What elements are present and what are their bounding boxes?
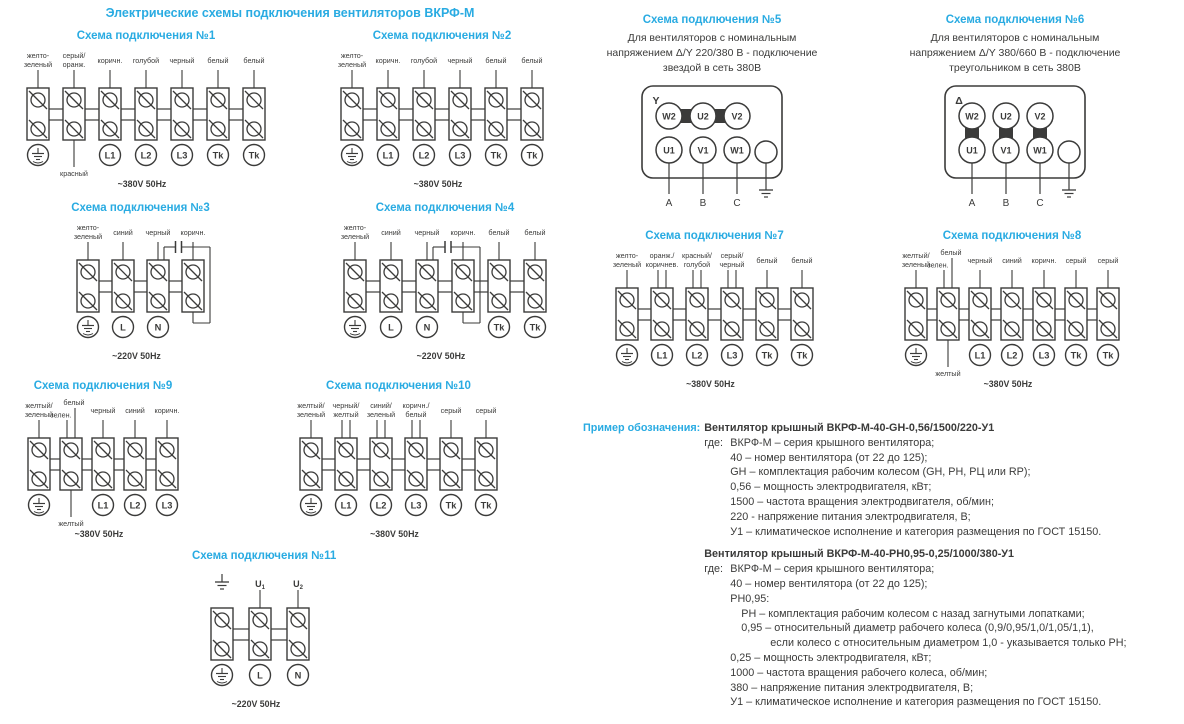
wire-label: коричн. — [450, 228, 476, 237]
wire-label: коричн. — [1031, 256, 1057, 265]
terminal-designation: Tk — [248, 150, 260, 161]
terminal-block — [415, 228, 440, 338]
winding-terminal-label: U2 — [1000, 111, 1012, 122]
wire-label: черный — [447, 56, 473, 65]
wire-label: коричн. — [97, 56, 123, 65]
designation-block — [704, 421, 1126, 539]
page-title: Электрические схемы подключения вентиляторов ВКРФ-М — [105, 6, 475, 20]
scheme-11 — [192, 550, 337, 712]
terminal-block — [211, 574, 233, 686]
designation-item: 0,25 – мощность электродвигателя, кВт; — [730, 651, 932, 664]
wire-label: желтый/ — [902, 251, 930, 260]
wire-label: зеленый — [901, 260, 931, 269]
wire-label: зеленый — [612, 260, 642, 269]
earth-terminal-icon — [617, 345, 638, 366]
terminal-designation: L — [120, 322, 126, 333]
designation-item: РН – комплектация рабочим колесом с назад загнутыми лопатками; — [741, 607, 1085, 620]
wiring-diagram — [322, 48, 562, 192]
voltage-label: ~380V 50Hz — [413, 179, 463, 189]
wire-label: серый — [440, 406, 462, 415]
terminal-designation: Tk — [212, 150, 224, 161]
terminal-block — [485, 56, 507, 166]
terminal-block — [524, 228, 546, 338]
wiring-diagram — [597, 248, 832, 392]
winding-type-label: Y — [652, 95, 660, 107]
example-content — [704, 421, 1126, 710]
earth-terminal-icon — [29, 495, 50, 516]
terminal-designation: Tk — [480, 500, 492, 511]
ground-terminal — [755, 141, 777, 163]
winding-terminal-label: V2 — [1034, 111, 1046, 122]
terminal-designation: L1 — [104, 150, 116, 161]
winding-terminal-label: W1 — [730, 145, 744, 156]
terminal-designation: L1 — [656, 350, 668, 361]
wire-label: оранж. — [62, 60, 86, 69]
wire-label: черный — [145, 228, 171, 237]
wire-label: синий — [1002, 256, 1022, 265]
terminal-block — [181, 228, 206, 312]
wiring-diagram — [192, 568, 328, 712]
designation-item: если колесо с относительным диаметром 1,0 - указывается только РН; — [770, 637, 1127, 650]
terminal-designation: L2 — [375, 500, 387, 511]
terminal-block — [902, 251, 930, 366]
terminal-block — [682, 251, 712, 366]
designation-item: 1500 – частота вращения электродвигателя, об/мин; — [730, 495, 994, 508]
wire-label: серый — [1097, 256, 1119, 265]
wire-label: серый — [475, 406, 497, 415]
terminal-designation: Tk — [796, 350, 808, 361]
designation-title: Вентилятор крышный ВКРФ-М-40-РН0,95-0,25/1000/380-У1 — [704, 548, 1015, 561]
terminal-designation: L2 — [140, 150, 152, 161]
wire-label: черный — [719, 260, 745, 269]
wire-label: черный — [967, 256, 993, 265]
designation-item: У1 – климатическое исполнение и категория размещения по ГОСТ 15150. — [730, 696, 1102, 709]
example-label: Пример обозначения: — [583, 422, 701, 434]
scheme-7 — [597, 230, 832, 392]
wire-label: зеленый — [340, 232, 370, 241]
earth-terminal-icon — [342, 145, 363, 166]
terminal-designation: L2 — [418, 150, 430, 161]
wire-label: белый — [524, 228, 546, 237]
terminal-block — [333, 401, 360, 516]
terminal-designation: L1 — [97, 500, 109, 511]
wiring-diagram — [8, 48, 284, 192]
wire-label: голубой — [132, 56, 160, 65]
wire-label: голубой — [683, 260, 711, 269]
wire-label: белый — [488, 228, 510, 237]
terminal-designation: L — [388, 322, 394, 333]
wire-label: белый — [521, 56, 543, 65]
earth-terminal-icon — [906, 345, 927, 366]
wire-label: зеленый — [24, 410, 54, 419]
scheme-title: Схема подключения №11 — [192, 550, 337, 562]
wire-label: коричнев. — [645, 260, 679, 269]
terminal-block — [791, 256, 813, 366]
wire-label: коричн. — [154, 406, 180, 415]
terminal-designation: L3 — [161, 500, 173, 511]
wiring-diagram — [281, 398, 516, 542]
phase-label: C — [733, 198, 741, 209]
designation-item: 220 - напряжение питания электродвигателя, В; — [730, 510, 971, 523]
terminal-block — [243, 56, 265, 166]
terminal-block — [112, 228, 134, 338]
terminal-block — [475, 406, 497, 516]
wire-label: серый — [1065, 256, 1087, 265]
phase-label: A — [665, 198, 673, 209]
winding-terminal-label: U1 — [966, 145, 978, 156]
terminal-designation: L2 — [691, 350, 703, 361]
wire-label: серый/ — [62, 51, 86, 60]
motor-terminal-diagram — [900, 82, 1130, 216]
wire-label: оранж./ — [649, 251, 675, 260]
wiring-diagram — [325, 220, 565, 364]
winding-terminal-label: W1 — [1033, 145, 1047, 156]
scheme-title: Схема подключения №7 — [645, 230, 784, 242]
wire-label: зелен. — [50, 410, 72, 420]
wire-label: белый — [756, 256, 778, 265]
designation-item: GH – комплектация рабочим колесом (GH, PH, РЦ или RP); — [730, 466, 1031, 479]
voltage-label: ~380V 50Hz — [983, 379, 1033, 389]
terminal-block — [756, 256, 778, 366]
terminal-block — [207, 56, 229, 166]
wire-label: голубой — [410, 56, 438, 65]
designation-item: У1 – климатическое исполнение и категория размещения по ГОСТ 15150. — [730, 525, 1102, 538]
wire-label: зеленый — [296, 410, 326, 419]
wire-label: серый/ — [720, 251, 744, 260]
scheme-2 — [322, 30, 562, 192]
designation-item: РН0,95: — [730, 592, 770, 605]
wire-label: черный/ — [332, 401, 360, 410]
voltage-label: ~380V 50Hz — [370, 529, 419, 539]
scheme-10 — [281, 380, 516, 542]
terminal-block — [249, 579, 271, 686]
terminal-designation: Tk — [761, 350, 773, 361]
terminal-block — [133, 56, 159, 166]
designation-item: 0,56 – мощность электродвигателя, кВт; — [730, 481, 932, 494]
terminal-designation: Tk — [490, 150, 502, 161]
terminal-designation: L3 — [454, 150, 466, 161]
terminal-designation: L2 — [129, 500, 141, 511]
scheme-5 — [597, 14, 827, 216]
scheme-4 — [325, 202, 565, 364]
terminal-designation: L1 — [974, 350, 986, 361]
voltage-label: ~220V 50Hz — [416, 351, 466, 361]
wire-label: желтый/ — [25, 401, 53, 410]
terminal-designation: Tk — [445, 500, 457, 511]
wire-label: желтый — [333, 410, 359, 419]
wire-label: коричн. — [375, 56, 401, 65]
wire-label: красный — [60, 169, 88, 178]
winding-terminal-label: U1 — [663, 145, 675, 156]
scheme-description: Для вентиляторов с номинальным напряжением Δ/Y 220/380 В - подключение звездой в сеть 380В — [606, 32, 818, 74]
terminal-designation: L1 — [340, 500, 352, 511]
terminal-block — [927, 248, 961, 378]
phase-label: A — [968, 198, 976, 209]
terminal-block — [968, 256, 993, 366]
wire-label: зеленый — [23, 60, 53, 69]
terminal-block — [91, 406, 116, 516]
terminal-block — [376, 56, 401, 166]
earth-terminal-icon — [78, 317, 99, 338]
wire-label: коричн. — [180, 228, 206, 237]
terminal-block — [146, 228, 171, 338]
wire-label: черный — [90, 406, 116, 415]
scheme-title: Схема подключения №9 — [33, 380, 173, 392]
wire-label: коричн./ — [402, 401, 430, 410]
terminal-designation: L3 — [176, 150, 188, 161]
designation-item: 40 – номер вентилятора (от 22 до 125); — [730, 451, 928, 464]
terminal-block — [521, 56, 543, 166]
terminal-block — [488, 228, 510, 338]
scheme-3 — [58, 202, 223, 364]
terminal-block — [367, 401, 395, 516]
terminal-designation: N — [423, 322, 431, 333]
terminal-block — [448, 56, 473, 166]
phase-label: B — [1002, 198, 1010, 209]
phase-label: C — [1036, 198, 1044, 209]
winding-terminal-label: V1 — [697, 145, 709, 156]
wire-label: черный — [414, 228, 440, 237]
designation-item: 1000 – частота вращения рабочего колеса, об/мин; — [730, 666, 988, 679]
terminal-designation: Tk — [1102, 350, 1114, 361]
terminal-block — [411, 56, 437, 166]
wiring-diagram — [886, 248, 1138, 392]
earth-symbol-icon — [215, 574, 229, 589]
phase-label: B — [699, 198, 707, 209]
designation-item: 40 – номер вентилятора (от 22 до 125); — [730, 577, 928, 590]
terminal-block — [380, 228, 402, 338]
winding-terminal-label: V2 — [731, 111, 743, 122]
voltage-label: ~220V 50Hz — [231, 699, 281, 709]
designation-item: где: ВКРФ-М – серия крышного вентилятора; — [704, 436, 935, 449]
wire-label: желто- — [26, 51, 50, 60]
voltage-label: ~380V 50Hz — [686, 379, 735, 389]
scheme-title: Схема подключения №8 — [942, 230, 1082, 242]
where-label: где: — [704, 436, 724, 449]
terminal-block — [98, 56, 123, 166]
motor-terminal-diagram — [597, 82, 827, 216]
terminal-block — [1032, 256, 1057, 366]
terminal-block — [25, 401, 53, 516]
winding-terminal-label: V1 — [1000, 145, 1012, 156]
wire-label: желто- — [340, 51, 364, 60]
wire-label: желтый — [58, 519, 84, 528]
terminal-designation: Tk — [493, 322, 505, 333]
winding-terminal-label: W2 — [965, 111, 979, 122]
where-label: где: — [704, 563, 724, 576]
terminal-block — [60, 51, 88, 178]
terminal-block — [338, 51, 366, 166]
wire-label: белый — [243, 56, 265, 65]
terminal-block — [155, 406, 180, 516]
wire-label: синий — [113, 228, 133, 237]
scheme-8 — [886, 230, 1138, 392]
terminal-designation: Tk — [529, 322, 541, 333]
earth-terminal-icon — [212, 665, 233, 686]
wire-label: $U_1$ — [255, 579, 265, 591]
wire-label: желто- — [343, 223, 367, 232]
designation-item: 380 – напряжение питания электродвигателя, В; — [730, 681, 974, 694]
designation-block — [704, 547, 1126, 710]
wire-label: красный/ — [682, 251, 712, 260]
wire-label: зеленый — [366, 410, 396, 419]
terminal-designation: Tk — [1070, 350, 1082, 361]
designation-item: 0,95 – относительный диаметр рабочего колеса (0,9/0,95/1,0/1,05/1,1), — [741, 622, 1094, 635]
terminal-designation: Tk — [526, 150, 538, 161]
earth-terminal-icon — [301, 495, 322, 516]
terminal-block — [720, 251, 745, 366]
terminal-designation: L1 — [382, 150, 394, 161]
voltage-label: ~380V 50Hz — [74, 529, 124, 539]
winding-type-label: Δ — [955, 95, 963, 107]
scheme-9 — [9, 380, 197, 542]
terminal-block — [403, 401, 430, 516]
terminal-designation: L3 — [410, 500, 422, 511]
ground-terminal — [1058, 141, 1080, 163]
terminal-block — [297, 401, 325, 516]
wire-label: зелен. — [927, 260, 949, 270]
scheme-1 — [8, 30, 284, 192]
designation-item: где: ВКРФ-М – серия крышного вентилятора; — [704, 563, 935, 576]
wire-label: желто- — [76, 223, 100, 232]
earth-terminal-icon — [28, 145, 49, 166]
wire-label: синий — [381, 228, 401, 237]
terminal-block — [287, 579, 309, 686]
terminal-block — [613, 251, 641, 366]
terminal-designation: L2 — [1006, 350, 1018, 361]
terminal-block — [440, 406, 462, 516]
terminal-designation: N — [294, 670, 302, 681]
wire-label: белый — [940, 248, 962, 257]
wire-label: желто- — [615, 251, 639, 260]
terminal-designation: L — [257, 670, 263, 681]
terminal-block — [124, 406, 146, 516]
wire-label: синий/ — [370, 401, 392, 410]
designation-title: Вентилятор крышный ВКРФ-М-40-GH-0,56/1500/220-У1 — [704, 422, 995, 434]
wiring-diagram — [58, 220, 223, 364]
terminal-block — [170, 56, 195, 166]
winding-terminal-label: U2 — [697, 111, 709, 122]
scheme-title: Схема подключения №10 — [326, 380, 471, 392]
voltage-label: ~380V 50Hz — [117, 179, 167, 189]
terminal-block — [646, 251, 679, 366]
terminal-block — [74, 223, 102, 338]
terminal-block — [24, 51, 52, 166]
wire-label: белый — [207, 56, 229, 65]
wire-label: $U_2$ — [293, 579, 303, 591]
winding-terminal-label: W2 — [662, 111, 676, 122]
scheme-title: Схема подключения №1 — [76, 30, 216, 42]
scheme-description: Для вентиляторов с номинальным напряжением Δ/Y 380/660 В - подключение треугольником в сеть 380В — [909, 32, 1121, 74]
terminal-block — [341, 223, 369, 338]
wire-label: белый — [405, 410, 427, 419]
scheme-title: Схема подключения №4 — [375, 202, 515, 214]
terminal-block — [1097, 256, 1119, 366]
wire-label: черный — [169, 56, 195, 65]
scheme-title: Схема подключения №2 — [372, 30, 512, 42]
scheme-title: Схема подключения №5 — [642, 14, 782, 26]
wire-label: желтый/ — [297, 401, 325, 410]
wire-label: белый — [485, 56, 507, 65]
wire-label: белый — [63, 398, 85, 407]
scheme-title: Схема подключения №3 — [71, 202, 210, 214]
terminal-designation: N — [154, 322, 162, 333]
earth-terminal-icon — [345, 317, 366, 338]
terminal-block — [1065, 256, 1087, 366]
wire-label: зеленый — [73, 232, 103, 241]
wire-label: белый — [791, 256, 813, 265]
wire-label: синий — [125, 406, 145, 415]
wire-label: зеленый — [337, 60, 367, 69]
voltage-label: ~220V 50Hz — [112, 351, 161, 361]
scheme-6 — [900, 14, 1130, 216]
terminal-block — [1001, 256, 1023, 366]
terminal-designation: L3 — [726, 350, 738, 361]
designation-example — [583, 421, 1127, 710]
scheme-title: Схема подключения №6 — [945, 14, 1085, 26]
wiring-diagram — [9, 398, 197, 542]
wire-label: желтый — [935, 369, 961, 378]
terminal-block — [50, 398, 84, 528]
terminal-block — [451, 228, 476, 312]
terminal-designation: L3 — [1038, 350, 1050, 361]
